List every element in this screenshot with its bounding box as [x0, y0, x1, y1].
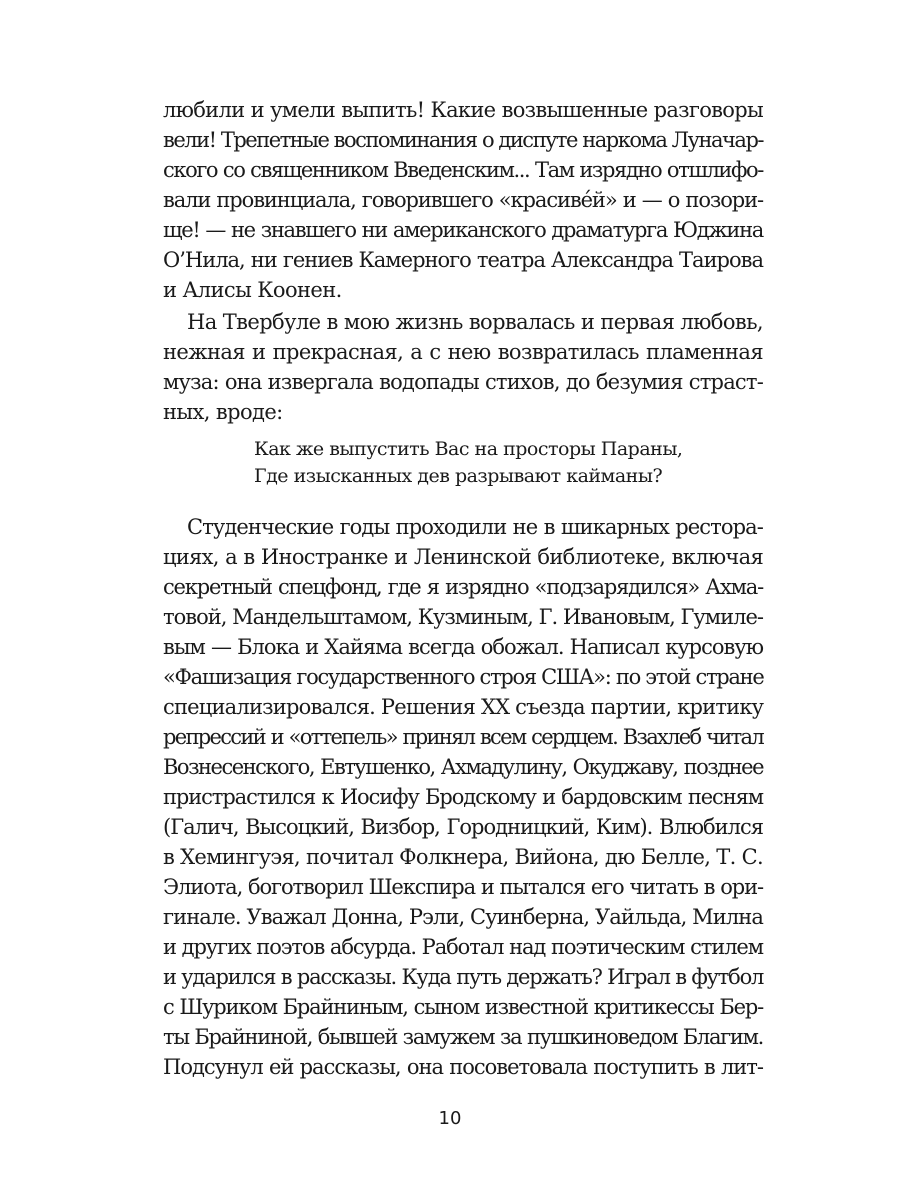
verse-quote	[254, 436, 734, 490]
text-line: ще! — не знавшего ни американского драматурга Юджина	[163, 218, 763, 242]
text-line: На Твербуле в мою жизнь ворвалась и первая любовь,	[187, 310, 763, 334]
text-line: муза: она извергала водопады стихов, до безумия страст-	[163, 370, 763, 394]
text-line: ных, вроде:	[163, 400, 283, 424]
text-line: вым — Блока и Хайяма всегда обожал. Написал курсовую	[163, 635, 763, 659]
text-line: репрессий и «оттепель» принял всем сердцем. Взахлеб читал	[163, 725, 763, 749]
paragraph-1	[163, 95, 763, 305]
text-line: и Алисы Коонен.	[163, 278, 342, 302]
text-line: Студенческие годы проходили не в шикарных рестора-	[187, 515, 763, 539]
text-line: в Хемингуэя, почитал Фолкнера, Вийона, дю Белле, Т. С.	[163, 845, 763, 869]
paragraph-3	[163, 512, 763, 1082]
text-line: Вознесенского, Евтушенко, Ахмадулину, Окуджаву, позднее	[163, 755, 763, 779]
text-line: (Галич, Высоцкий, Визбор, Городницкий, Ким). Влюбился	[163, 815, 763, 839]
text-line: и ударился в рассказы. Куда путь держать? Играл в футбол	[163, 965, 764, 989]
text-line: и других поэтов абсурда. Работал над поэтическим стилем	[163, 935, 763, 959]
page-number: 10	[438, 1108, 462, 1129]
text-line: пристрастился к Иосифу Бродскому и бардовским песням	[163, 785, 763, 809]
text-line: гинале. Уважал Донна, Рэли, Суинберна, Уайльда, Милна	[163, 905, 763, 929]
text-line: любили и умели выпить! Какие возвышенные разговоры	[163, 98, 763, 122]
text-line: Подсунул ей рассказы, она посоветовала поступить в лит-	[163, 1055, 763, 1079]
text-line: Элиота, боготворил Шекспира и пытался его читать в ори-	[163, 875, 763, 899]
text-line: циях, а в Иностранке и Ленинской библиотеке, включая	[163, 545, 763, 569]
verse-line: Как же выпустить Вас на просторы Параны,	[254, 438, 683, 460]
text-line: вали провинциала, говорившего «красивéй» и — о позори-	[163, 188, 763, 212]
text-line: О’Нила, ни гениев Камерного театра Александра Таирова	[163, 248, 763, 272]
paragraph-2	[163, 307, 763, 427]
text-line: ского со священником Введенским... Там изрядно отшлифо-	[163, 158, 763, 182]
text-line: товой, Мандельштамом, Кузминым, Г. Ивановым, Гумиле-	[163, 605, 763, 629]
text-line: вели! Трепетные воспоминания о диспуте наркома Луначар-	[163, 128, 763, 152]
text-line: нежная и прекрасная, а с нею возвратилась пламенная	[163, 340, 763, 364]
text-line: ты Брайниной, бывшей замужем за пушкиноведом Благим.	[163, 1025, 763, 1049]
verse-line: Где изысканных дев разрывают кайманы?	[254, 465, 663, 487]
text-line: с Шуриком Брайниным, сыном известной критикессы Бер-	[163, 995, 763, 1019]
text-line: специализировался. Решения XX съезда партии, критику	[163, 695, 764, 719]
text-line: «Фашизация государственного строя США»: по этой стране	[163, 665, 764, 689]
text-line: секретный спецфонд, где я изрядно «подзарядился» Ахма-	[163, 575, 763, 599]
